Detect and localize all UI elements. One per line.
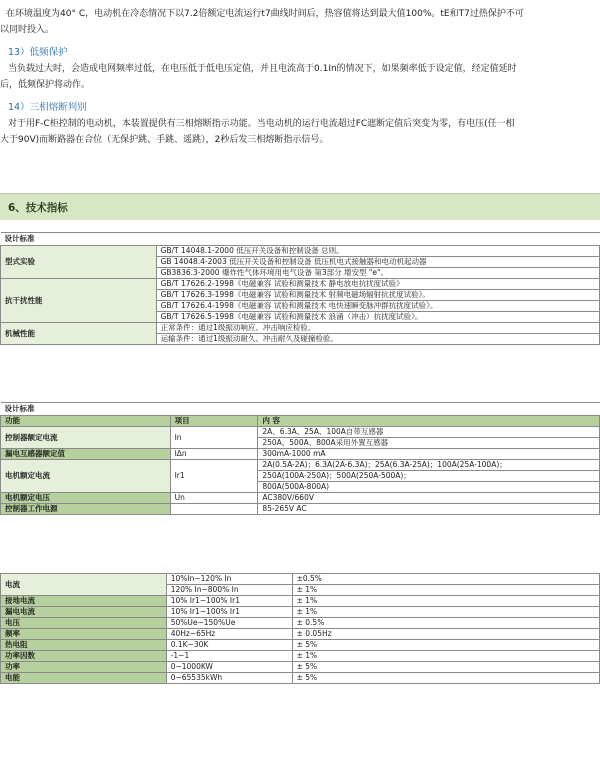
table1-row: GB/T 17626.4-1998《电磁兼容 试验和测量技术 电快速瞬变脉冲群抗扰度试验》。	[156, 301, 599, 312]
table3-range: 0~65535kWh	[166, 673, 292, 684]
section-14-line-2: 大于90V)而断路器在合位（无保护跳、手跳、遥跳），2秒后发三相熔断指示信号。	[0, 135, 329, 145]
table3-accuracy: ±0.5%	[292, 574, 599, 585]
section-header-bar	[0, 193, 600, 220]
table3-accuracy: ± 0.05Hz	[292, 629, 599, 640]
section-14-title: 14）三相熔断判别	[8, 102, 87, 113]
table1-row: GB/T 14048.1-2000 低压开关设备和控制设备 总则。	[156, 246, 599, 257]
section-13-line-1: 当负载过大时，会造成电网频率过低，在电压低于低电压定值，并且电流高于0.1In的情况下，如果频率低于设定值，经定值延时	[8, 64, 517, 74]
table3-label: 接地电流	[1, 596, 167, 607]
table3-range: 120% In~800% In	[166, 585, 292, 596]
intro-line-2: 以同时投入。	[0, 25, 55, 35]
table1-row: 正常条件：通过1级振动响应、冲击响应检验。	[156, 323, 599, 334]
table2-func: 电机额定电流	[1, 460, 171, 493]
table3-label: 功率因数	[1, 651, 167, 662]
table3-range: 50%Ue~150%Ue	[166, 618, 292, 629]
table1-row: GB/T 17626.3-1998《电磁兼容 试验和测量技术 射频电磁场辐射抗扰度试验》。	[156, 290, 599, 301]
table3-accuracy: ± 1%	[292, 596, 599, 607]
table2-func: 漏电互感器额定值	[1, 449, 171, 460]
table2-col-function: 功能	[1, 416, 171, 427]
design-standards-table	[0, 232, 600, 345]
section-13-title: 13）低频保护	[8, 47, 68, 58]
table2-content: 250A(100A-250A)；500A(250A-500A)；	[258, 471, 600, 482]
table3-range: 40Hz~65Hz	[166, 629, 292, 640]
table1-row: GB 14048.4-2003 低压开关设备和控制设备 低压机电式接触器和电动机起动器	[156, 257, 599, 268]
table2-item: Un	[170, 493, 258, 504]
table3-accuracy: ± 5%	[292, 640, 599, 651]
table2-item: IΔn	[170, 449, 258, 460]
table3-label: 电流	[1, 574, 167, 596]
table2-func: 电机额定电压	[1, 493, 171, 504]
table2-func: 控制器额定电流	[1, 427, 171, 449]
table1-group-label: 机械性能	[1, 323, 157, 345]
section-14-line-1: 对于用F-C柜控制的电动机，本装置提供有三相熔断指示功能。当电动机的运行电流超过FC遮断定值后突变为零，有电压(任一相	[8, 119, 515, 129]
ratings-table	[0, 402, 600, 515]
table3-range: 0.1K~30K	[166, 640, 292, 651]
table3-label: 电能	[1, 673, 167, 684]
table2-item: In	[170, 427, 258, 449]
table1-row: GB3836.3-2000 爆炸性气体环境用电气设备 第3部分 增安型 "e"。	[156, 268, 599, 279]
table1-row: GB/T 17626.2-1998《电磁兼容 试验和测量技术 静电放电抗扰度试验》	[156, 279, 599, 290]
table2-content: 250A、500A、800A采用外置互感器	[258, 438, 600, 449]
section-13-line-2: 后，低频保护将动作。	[0, 80, 91, 90]
table2-content: AC380V/660V	[258, 493, 600, 504]
table2-header: 设计标准	[1, 403, 600, 416]
intro-line-1: 在环境温度为40° C，电动机在冷态情况下以7.2倍额定电流运行t7曲线时间后，热容值将达到最大值100%。tE和T7过热保护不可	[6, 9, 524, 19]
table2-item: Ir1	[170, 460, 258, 493]
measurement-table	[0, 573, 600, 684]
table2-content: 300mA-1000 mA	[258, 449, 600, 460]
section-title: 6、技术指标	[8, 202, 68, 214]
table2-col-content: 内 容	[258, 416, 600, 427]
table3-range: 10% Ir1~100% Ir1	[166, 607, 292, 618]
table2-item	[170, 504, 258, 515]
table3-accuracy: ± 5%	[292, 673, 599, 684]
table3-range: 10%In~120% In	[166, 574, 292, 585]
table3-range: 0~1000KW	[166, 662, 292, 673]
table3-accuracy: ± 1%	[292, 607, 599, 618]
table2-col-item: 项目	[170, 416, 258, 427]
table2-content: 85-265V AC	[258, 504, 600, 515]
table1-row: GB/T 17626.5-1998《电磁兼容 试验和测量技术 浪涌（冲击）抗扰度试验》。	[156, 312, 599, 323]
table3-accuracy: ± 5%	[292, 662, 599, 673]
table2-func: 控制器工作电源	[1, 504, 171, 515]
table2-content: 800A(500A-800A)	[258, 482, 600, 493]
table2-content: 2A、6.3A、25A、100A自带互感器	[258, 427, 600, 438]
table1-row: 运输条件：通过1级振动耐久、冲击耐久及碰撞检验。	[156, 334, 599, 345]
table3-range: 10% Ir1~100% Ir1	[166, 596, 292, 607]
table3-range: -1~1	[166, 651, 292, 662]
table3-accuracy: ± 1%	[292, 585, 599, 596]
table3-label: 漏电电流	[1, 607, 167, 618]
table3-label: 电压	[1, 618, 167, 629]
table3-accuracy: ± 1%	[292, 651, 599, 662]
table1-group-label: 型式实验	[1, 246, 157, 279]
table1-group-label: 抗干扰性能	[1, 279, 157, 323]
table3-accuracy: ± 0.5%	[292, 618, 599, 629]
table3-label: 功率	[1, 662, 167, 673]
table3-label: 频率	[1, 629, 167, 640]
table3-label: 热电阻	[1, 640, 167, 651]
table1-header: 设计标准	[1, 233, 600, 246]
table2-content: 2A(0.5A-2A)；6.3A(2A-6.3A)；25A(6.3A-25A)；100A(25A-100A)；	[258, 460, 600, 471]
